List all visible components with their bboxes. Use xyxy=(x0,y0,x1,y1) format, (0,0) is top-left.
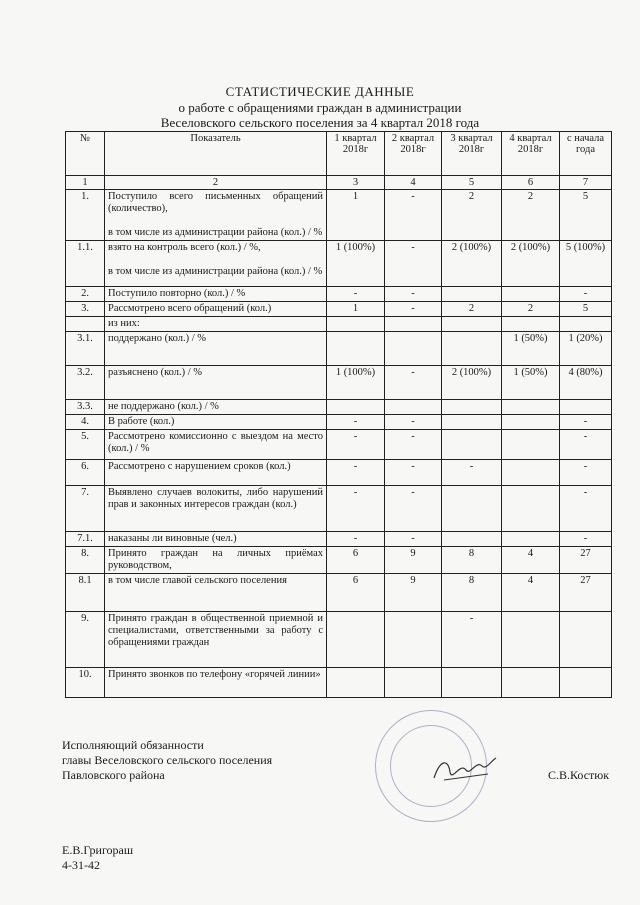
indicator-text: поддержано (кол.) / % xyxy=(108,333,207,344)
value-q2: - xyxy=(385,532,442,547)
signature-organization: главы Веселовского сельского поселения xyxy=(62,753,273,767)
value-q4 xyxy=(502,460,560,486)
value-q4: 2 xyxy=(502,302,560,317)
col-number: 4 xyxy=(385,176,442,190)
value-q2 xyxy=(385,612,442,668)
header-number: № xyxy=(66,132,105,176)
table-row xyxy=(66,486,612,532)
table-row xyxy=(66,190,612,241)
row-indicator xyxy=(105,332,327,366)
row-number: 2. xyxy=(66,287,105,302)
value-q4: 1 (50%) xyxy=(502,366,560,400)
value-ytd xyxy=(560,668,612,698)
executor-block xyxy=(62,843,133,873)
value-q1: 1 xyxy=(327,190,385,241)
value-q4 xyxy=(502,430,560,460)
value-q3 xyxy=(442,532,502,547)
value-q2 xyxy=(385,400,442,415)
row-number: 3.2. xyxy=(66,366,105,400)
row-indicator xyxy=(105,532,327,547)
value-q3: - xyxy=(442,612,502,668)
row-indicator xyxy=(105,241,327,287)
row-indicator xyxy=(105,668,327,698)
value-q1 xyxy=(327,332,385,366)
doc-subtitle-1: о работе с обращениями граждан в администрации xyxy=(178,100,462,115)
value-q2: - xyxy=(385,190,442,241)
row-indicator xyxy=(105,486,327,532)
value-q3: 2 (100%) xyxy=(442,241,502,287)
value-q2 xyxy=(385,317,442,332)
value-q4: 4 xyxy=(502,547,560,574)
row-indicator xyxy=(105,400,327,415)
row-number: 7. xyxy=(66,486,105,532)
row-number: 3. xyxy=(66,302,105,317)
value-q3 xyxy=(442,668,502,698)
value-q4 xyxy=(502,400,560,415)
table-row xyxy=(66,366,612,400)
row-indicator xyxy=(105,302,327,317)
col-number: 5 xyxy=(442,176,502,190)
table-row xyxy=(66,430,612,460)
row-number: 8.1 xyxy=(66,574,105,612)
row-indicator xyxy=(105,287,327,302)
value-q4: 4 xyxy=(502,574,560,612)
indicator-text: Рассмотрено комиссионно с выездом на место (кол.) / % xyxy=(108,431,323,454)
indicator-text: Рассмотрено всего обращений (кол.) xyxy=(108,303,272,314)
value-q3: 8 xyxy=(442,547,502,574)
row-indicator xyxy=(105,574,327,612)
value-q4 xyxy=(502,317,560,332)
row-number: 5. xyxy=(66,430,105,460)
col-number: 3 xyxy=(327,176,385,190)
value-q1: 6 xyxy=(327,547,385,574)
indicator-text: Поступило всего письменных обращений (количество), xyxy=(108,191,323,214)
value-q4 xyxy=(502,415,560,430)
table-row xyxy=(66,612,612,668)
indicator-text: Выявлено случаев волокиты, либо нарушений прав и законных интересов граждан (кол.) xyxy=(108,487,323,510)
signature-district: Павловского района xyxy=(62,768,165,782)
value-ytd: - xyxy=(560,430,612,460)
value-ytd: - xyxy=(560,415,612,430)
value-ytd: 27 xyxy=(560,574,612,612)
header-q3: 3 квартал 2018г xyxy=(442,132,502,176)
value-q2: - xyxy=(385,430,442,460)
row-number: 4. xyxy=(66,415,105,430)
col-number: 6 xyxy=(502,176,560,190)
statistics-table xyxy=(65,131,612,698)
value-q4: 2 xyxy=(502,190,560,241)
value-q2: - xyxy=(385,241,442,287)
row-indicator xyxy=(105,190,327,241)
table-row xyxy=(66,302,612,317)
value-q4 xyxy=(502,532,560,547)
value-q1: 6 xyxy=(327,574,385,612)
value-q1: - xyxy=(327,430,385,460)
value-q2: - xyxy=(385,366,442,400)
table-row xyxy=(66,241,612,287)
table-row xyxy=(66,460,612,486)
value-q1: - xyxy=(327,532,385,547)
value-ytd: 5 xyxy=(560,302,612,317)
row-number: 1.1. xyxy=(66,241,105,287)
row-number: 7.1. xyxy=(66,532,105,547)
value-ytd xyxy=(560,317,612,332)
executor-phone: 4-31-42 xyxy=(62,858,100,872)
row-indicator xyxy=(105,460,327,486)
table-row xyxy=(66,547,612,574)
value-q1 xyxy=(327,317,385,332)
indicator-text: Рассмотрено с нарушением сроков (кол.) xyxy=(108,461,291,472)
value-q4 xyxy=(502,287,560,302)
header-q2: 2 квартал 2018г xyxy=(385,132,442,176)
value-ytd: 27 xyxy=(560,547,612,574)
table-row xyxy=(66,400,612,415)
value-q3 xyxy=(442,317,502,332)
value-q2: - xyxy=(385,486,442,532)
value-ytd: 5 xyxy=(560,190,612,241)
table-row xyxy=(66,574,612,612)
col-number: 2 xyxy=(105,176,327,190)
row-number: 10. xyxy=(66,668,105,698)
indicator-text: в том числе главой сельского поселения xyxy=(108,575,287,586)
row-indicator xyxy=(105,317,327,332)
value-q2: - xyxy=(385,460,442,486)
value-q1: 1 xyxy=(327,302,385,317)
value-ytd: 5 (100%) xyxy=(560,241,612,287)
value-ytd: - xyxy=(560,287,612,302)
signatory-name: С.В.Костюк xyxy=(548,768,610,782)
value-q4 xyxy=(502,612,560,668)
value-q4: 2 (100%) xyxy=(502,241,560,287)
row-number: 3.1. xyxy=(66,332,105,366)
signature-position: Исполняющий обязанности xyxy=(62,738,204,752)
indicator-text: из них: xyxy=(108,318,140,329)
header-q1: 1 квартал 2018г xyxy=(327,132,385,176)
table-row xyxy=(66,532,612,547)
value-ytd: 4 (80%) xyxy=(560,366,612,400)
row-number xyxy=(66,317,105,332)
value-q2: - xyxy=(385,415,442,430)
value-q3 xyxy=(442,430,502,460)
value-q1: 1 (100%) xyxy=(327,366,385,400)
value-q2: - xyxy=(385,302,442,317)
row-indicator xyxy=(105,415,327,430)
column-number-row xyxy=(66,176,612,190)
executor-name: Е.В.Григораш xyxy=(62,843,134,857)
signature-block xyxy=(62,738,272,783)
value-q1: 1 (100%) xyxy=(327,241,385,287)
indicator-text: не поддержано (кол.) / % xyxy=(108,401,219,412)
value-q3: - xyxy=(442,460,502,486)
value-q4 xyxy=(502,668,560,698)
doc-subtitle-2: Веселовского сельского поселения за 4 квартал 2018 года xyxy=(160,115,480,130)
col-number: 7 xyxy=(560,176,612,190)
indicator-text: Принято граждан в общественной приемной и специалистами, ответственными за работу с обращениями граждан xyxy=(108,613,323,648)
value-q3 xyxy=(442,400,502,415)
signature-mark xyxy=(430,752,500,786)
value-q3: 8 xyxy=(442,574,502,612)
value-q3 xyxy=(442,332,502,366)
row-number: 3.3. xyxy=(66,400,105,415)
value-ytd: 1 (20%) xyxy=(560,332,612,366)
value-q1: - xyxy=(327,486,385,532)
indicator-text: разъяснено (кол.) / % xyxy=(108,367,203,378)
value-ytd: - xyxy=(560,460,612,486)
row-indicator xyxy=(105,612,327,668)
col-number: 1 xyxy=(66,176,105,190)
value-q1 xyxy=(327,400,385,415)
value-q1 xyxy=(327,668,385,698)
table-row xyxy=(66,332,612,366)
value-q3: 2 (100%) xyxy=(442,366,502,400)
value-ytd xyxy=(560,400,612,415)
value-q2: - xyxy=(385,287,442,302)
indicator-text: В работе (кол.) xyxy=(108,416,175,427)
doc-title: СТАТИСТИЧЕСКИЕ ДАННЫЕ xyxy=(225,84,415,99)
value-q3 xyxy=(442,287,502,302)
header-q4: 4 квартал 2018г xyxy=(502,132,560,176)
header-ytd: с начала года xyxy=(560,132,612,176)
table-row xyxy=(66,287,612,302)
row-indicator xyxy=(105,430,327,460)
row-number: 6. xyxy=(66,460,105,486)
value-q3: 2 xyxy=(442,190,502,241)
row-number: 1. xyxy=(66,190,105,241)
table-row xyxy=(66,317,612,332)
table-row xyxy=(66,668,612,698)
row-number: 8. xyxy=(66,547,105,574)
indicator-subtext: в том числе из администрации района (кол.) / % xyxy=(108,227,323,238)
value-q3 xyxy=(442,486,502,532)
value-q1 xyxy=(327,612,385,668)
value-q3 xyxy=(442,415,502,430)
value-q2: 9 xyxy=(385,574,442,612)
table-header-row xyxy=(66,132,612,176)
value-q2 xyxy=(385,668,442,698)
value-q1: - xyxy=(327,415,385,430)
value-q4 xyxy=(502,486,560,532)
indicator-subtext: в том числе из администрации района (кол.) / % xyxy=(108,266,323,277)
row-indicator xyxy=(105,366,327,400)
table-body xyxy=(66,190,612,698)
value-q4: 1 (50%) xyxy=(502,332,560,366)
value-q3: 2 xyxy=(442,302,502,317)
indicator-text: наказаны ли виновные (чел.) xyxy=(108,533,237,544)
value-ytd: - xyxy=(560,532,612,547)
header-indicator: Показатель xyxy=(105,132,327,176)
value-ytd: - xyxy=(560,486,612,532)
indicator-text: Поступило повторно (кол.) / % xyxy=(108,288,246,299)
table-row xyxy=(66,415,612,430)
row-indicator xyxy=(105,547,327,574)
indicator-text: Принято граждан на личных приёмах руководством, xyxy=(108,548,323,571)
row-number: 9. xyxy=(66,612,105,668)
value-q1: - xyxy=(327,287,385,302)
value-q2 xyxy=(385,332,442,366)
indicator-text: взято на контроль всего (кол.) / %, xyxy=(108,242,261,253)
value-ytd xyxy=(560,612,612,668)
value-q1: - xyxy=(327,460,385,486)
value-q2: 9 xyxy=(385,547,442,574)
indicator-text: Принято звонков по телефону «горячей линии» xyxy=(108,669,321,680)
